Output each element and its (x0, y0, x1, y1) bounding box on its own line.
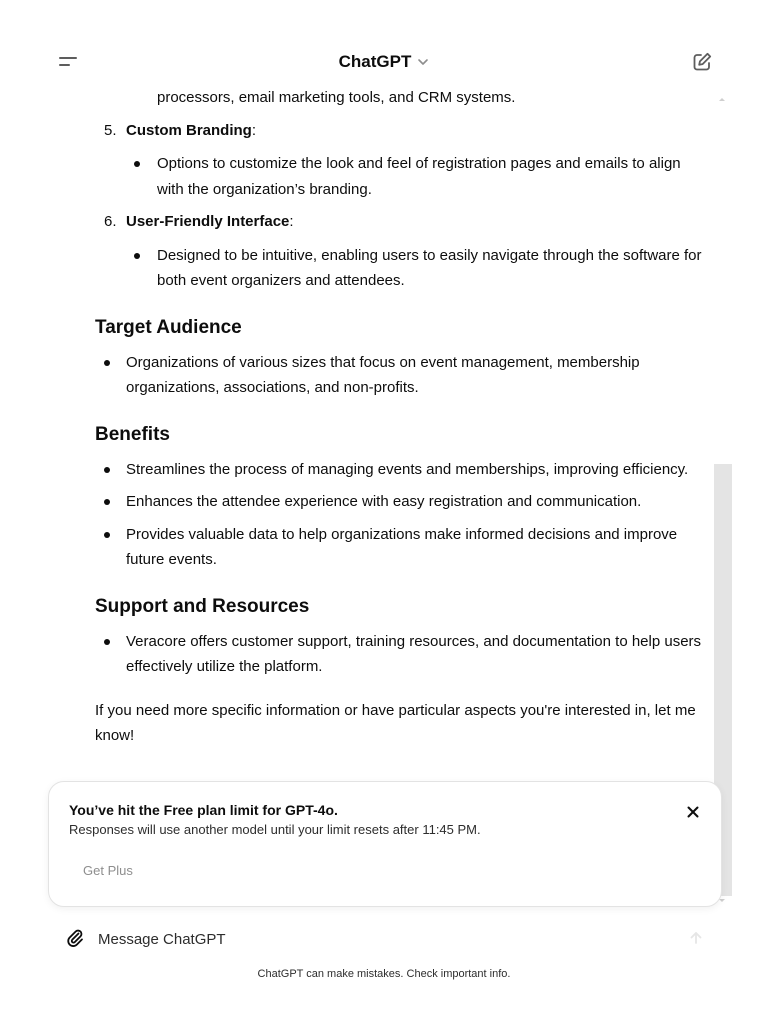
list-item-text: processors, email marketing tools, and CRM systems. (157, 89, 516, 106)
limit-banner-title: You’ve hit the Free plan limit for GPT-4o. (69, 802, 338, 818)
page-title: ChatGPT (338, 52, 412, 71)
chevron-down-icon (417, 56, 429, 68)
message-composer (56, 918, 716, 958)
close-banner-button[interactable] (685, 804, 701, 820)
arrow-up-icon (686, 928, 706, 948)
section-heading: Target Audience (95, 316, 242, 338)
list-number: 6. (104, 213, 117, 230)
bullet-dot (104, 629, 110, 635)
feature-item (95, 118, 705, 144)
feature-item (95, 209, 705, 235)
list-item (95, 522, 705, 573)
bullet-dot (104, 522, 110, 528)
list-item-text: Designed to be intuitive, enabling users to easily navigate through the software for both event organizers and attendees. (157, 246, 702, 289)
list-item (95, 350, 705, 401)
compose-icon (688, 48, 716, 76)
message-input[interactable] (96, 924, 680, 954)
model-selector[interactable] (0, 50, 768, 74)
list-number: 5. (104, 121, 117, 139)
attach-button[interactable] (64, 927, 86, 949)
list-item (95, 151, 705, 202)
bullet-dot (104, 489, 110, 495)
section-heading: Support and Resources (95, 595, 310, 617)
assistant-message (95, 60, 705, 749)
feature-title: Custom Branding (126, 121, 252, 139)
send-button[interactable] (686, 928, 706, 948)
section-heading: Benefits (95, 423, 170, 445)
header-bar (0, 0, 768, 88)
close-icon (685, 804, 701, 820)
list-item-text: Options to customize the look and feel of registration pages and emails to align with the organization’s branding. (157, 155, 681, 198)
feature-suffix: : (289, 213, 294, 230)
paperclip-icon (64, 927, 86, 949)
list-item-text: Enhances the attendee experience with easy registration and communication. (126, 493, 642, 510)
list-item (95, 457, 705, 483)
bullet-dot (104, 350, 110, 356)
get-plus-button[interactable]: Get Plus (83, 863, 133, 878)
list-item (95, 243, 705, 294)
feature-title: User-Friendly Interface (126, 213, 290, 230)
bullet-dot (134, 151, 140, 157)
closing-paragraph: If you need more specific information or have particular aspects you're interested in, let me know! (95, 701, 696, 744)
list-item (95, 629, 705, 680)
scroll-up-arrow-icon[interactable] (716, 94, 728, 104)
list-item-text: Streamlines the process of managing events and memberships, improving efficiency. (126, 460, 689, 478)
new-chat-button[interactable] (688, 48, 716, 76)
list-item (95, 489, 705, 515)
list-item-text: Veracore offers customer support, training resources, and documentation to help users effectively utilize the platform. (126, 632, 702, 675)
limit-banner-subtitle: Responses will use another model until your limit resets after 11:45 PM. (69, 822, 481, 837)
bullet-dot (134, 243, 140, 249)
list-item-text: Organizations of various sizes that focus on event management, membership organizations, associations, and non-profits. (126, 353, 640, 396)
disclaimer-text: ChatGPT can make mistakes. Check important info. (257, 968, 511, 980)
bullet-dot (104, 457, 110, 463)
list-item-text: Provides valuable data to help organizations make informed decisions and improve future events. (126, 525, 678, 568)
plan-limit-banner (48, 781, 722, 907)
feature-suffix: : (251, 121, 257, 139)
